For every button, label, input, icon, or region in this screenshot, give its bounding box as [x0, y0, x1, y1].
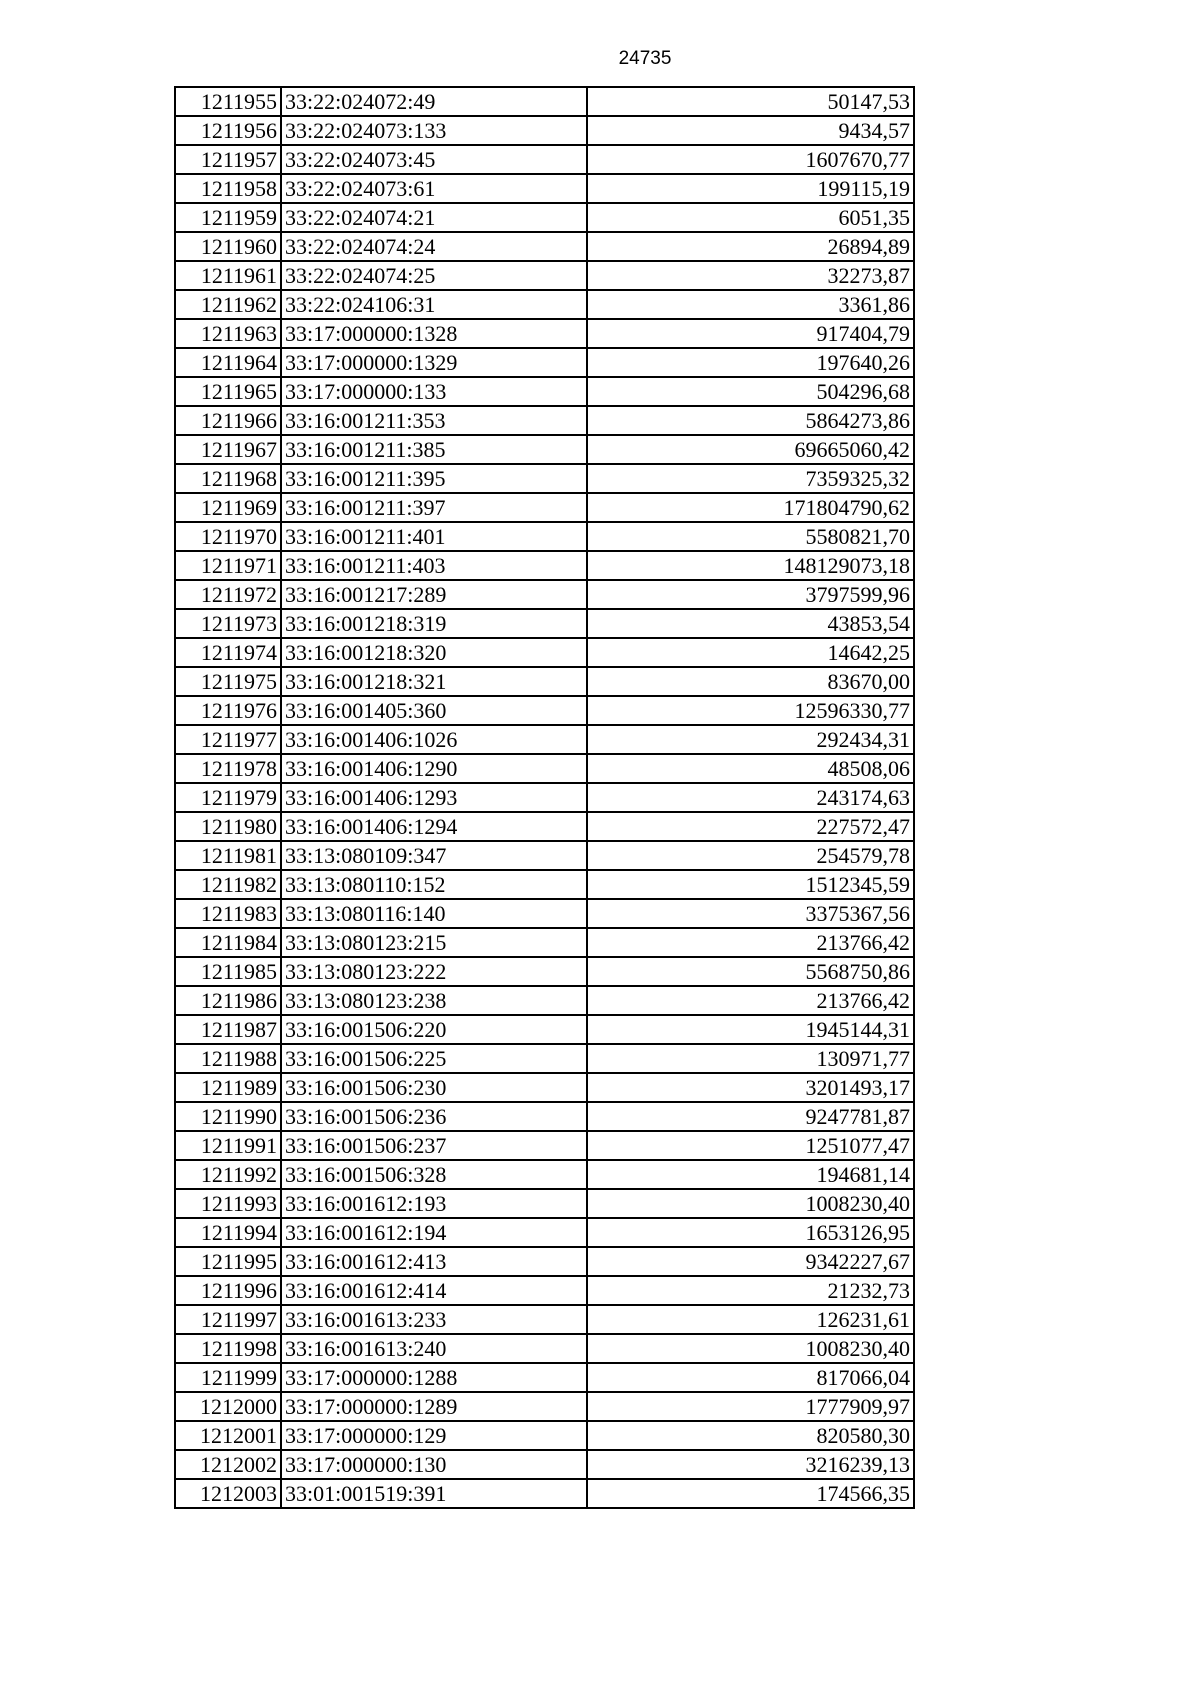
cadastral-value-cell: 26894,89: [587, 232, 914, 261]
record-number-cell: 1211983: [175, 899, 281, 928]
cadastral-value-cell: 1251077,47: [587, 1131, 914, 1160]
table-row: [175, 261, 914, 290]
record-number-cell: 1211956: [175, 116, 281, 145]
cadastral-number-cell: 33:17:000000:130: [281, 1450, 587, 1479]
record-number-cell: 1211968: [175, 464, 281, 493]
cadastral-value-cell: 130971,77: [587, 1044, 914, 1073]
cadastral-value-cell: 3216239,13: [587, 1450, 914, 1479]
cadastral-value-cell: 1607670,77: [587, 145, 914, 174]
record-number-cell: 1211978: [175, 754, 281, 783]
table-row: [175, 1218, 914, 1247]
table-row: [175, 493, 914, 522]
cadastral-number-cell: 33:16:001506:220: [281, 1015, 587, 1044]
cadastral-number-cell: 33:17:000000:1329: [281, 348, 587, 377]
cadastral-number-cell: 33:16:001211:385: [281, 435, 587, 464]
cadastral-value-cell: 292434,31: [587, 725, 914, 754]
cadastral-number-cell: 33:16:001406:1026: [281, 725, 587, 754]
cadastral-number-cell: 33:17:000000:133: [281, 377, 587, 406]
table-row: [175, 1015, 914, 1044]
record-number-cell: 1211970: [175, 522, 281, 551]
cadastral-number-cell: 33:13:080123:222: [281, 957, 587, 986]
cadastral-number-cell: 33:16:001612:413: [281, 1247, 587, 1276]
table-row: [175, 464, 914, 493]
table-row: [175, 638, 914, 667]
cadastral-value-cell: 69665060,42: [587, 435, 914, 464]
cadastral-number-cell: 33:16:001406:1293: [281, 783, 587, 812]
cadastral-value-cell: 1512345,59: [587, 870, 914, 899]
cadastral-value-cell: 3361,86: [587, 290, 914, 319]
table-row: [175, 203, 914, 232]
cadastral-value-cell: 6051,35: [587, 203, 914, 232]
cadastral-number-cell: 33:16:001405:360: [281, 696, 587, 725]
record-number-cell: 1211980: [175, 812, 281, 841]
cadastral-number-cell: 33:16:001211:401: [281, 522, 587, 551]
table-row: [175, 957, 914, 986]
cadastral-number-cell: 33:13:080116:140: [281, 899, 587, 928]
cadastral-value-cell: 3375367,56: [587, 899, 914, 928]
cadastral-value-cell: 9247781,87: [587, 1102, 914, 1131]
table-row: [175, 174, 914, 203]
cadastral-value-cell: 917404,79: [587, 319, 914, 348]
cadastral-number-cell: 33:16:001506:236: [281, 1102, 587, 1131]
table-row: [175, 1479, 914, 1508]
record-number-cell: 1211989: [175, 1073, 281, 1102]
table-row: [175, 1392, 914, 1421]
cadastral-value-cell: 213766,42: [587, 928, 914, 957]
table-body: [175, 87, 914, 1508]
table-row: [175, 87, 914, 116]
cadastral-number-cell: 33:17:000000:129: [281, 1421, 587, 1450]
cadastral-number-cell: 33:16:001506:225: [281, 1044, 587, 1073]
cadastral-number-cell: 33:16:001211:397: [281, 493, 587, 522]
table-row: [175, 290, 914, 319]
cadastral-value-cell: 32273,87: [587, 261, 914, 290]
table-row: [175, 435, 914, 464]
record-number-cell: 1211957: [175, 145, 281, 174]
record-number-cell: 1211985: [175, 957, 281, 986]
cadastral-value-cell: 194681,14: [587, 1160, 914, 1189]
record-number-cell: 1211995: [175, 1247, 281, 1276]
cadastral-number-cell: 33:13:080123:215: [281, 928, 587, 957]
record-number-cell: 1211959: [175, 203, 281, 232]
record-number-cell: 1211982: [175, 870, 281, 899]
table-row: [175, 696, 914, 725]
cadastral-number-cell: 33:22:024072:49: [281, 87, 587, 116]
cadastral-number-cell: 33:16:001218:319: [281, 609, 587, 638]
table-row: [175, 783, 914, 812]
cadastral-value-cell: 1008230,40: [587, 1189, 914, 1218]
cadastral-value-cell: 126231,61: [587, 1305, 914, 1334]
table-row: [175, 725, 914, 754]
record-number-cell: 1211961: [175, 261, 281, 290]
cadastral-number-cell: 33:16:001613:240: [281, 1334, 587, 1363]
cadastral-number-cell: 33:16:001506:328: [281, 1160, 587, 1189]
table-row: [175, 1421, 914, 1450]
table-row: [175, 551, 914, 580]
record-number-cell: 1211958: [175, 174, 281, 203]
table-row: [175, 754, 914, 783]
record-number-cell: 1211987: [175, 1015, 281, 1044]
cadastral-value-cell: 1653126,95: [587, 1218, 914, 1247]
record-number-cell: 1211988: [175, 1044, 281, 1073]
table-row: [175, 1276, 914, 1305]
page-number: 24735: [618, 48, 672, 69]
cadastral-value-cell: 9342227,67: [587, 1247, 914, 1276]
table-row: [175, 870, 914, 899]
table-row: [175, 1073, 914, 1102]
cadastral-value-cell: 171804790,62: [587, 493, 914, 522]
cadastral-value-cell: 1008230,40: [587, 1334, 914, 1363]
table-row: [175, 406, 914, 435]
table-row: [175, 812, 914, 841]
table-row: [175, 899, 914, 928]
table-row: [175, 319, 914, 348]
cadastral-value-cell: 213766,42: [587, 986, 914, 1015]
record-number-cell: 1211984: [175, 928, 281, 957]
cadastral-number-cell: 33:16:001217:289: [281, 580, 587, 609]
cadastral-value-cell: 3201493,17: [587, 1073, 914, 1102]
table-row: [175, 1102, 914, 1131]
record-number-cell: 1211975: [175, 667, 281, 696]
table-row: [175, 348, 914, 377]
record-number-cell: 1212001: [175, 1421, 281, 1450]
cadastral-value-cell: 254579,78: [587, 841, 914, 870]
cadastral-value-cell: 243174,63: [587, 783, 914, 812]
record-number-cell: 1211966: [175, 406, 281, 435]
record-number-cell: 1211999: [175, 1363, 281, 1392]
cadastral-value-cell: 21232,73: [587, 1276, 914, 1305]
cadastral-number-cell: 33:16:001506:237: [281, 1131, 587, 1160]
cadastral-value-cell: 48508,06: [587, 754, 914, 783]
cadastral-value-cell: 50147,53: [587, 87, 914, 116]
cadastral-value-cell: 227572,47: [587, 812, 914, 841]
record-number-cell: 1211986: [175, 986, 281, 1015]
record-number-cell: 1211965: [175, 377, 281, 406]
cadastral-value-table: [174, 86, 915, 1509]
cadastral-value-cell: 9434,57: [587, 116, 914, 145]
cadastral-value-cell: 7359325,32: [587, 464, 914, 493]
cadastral-value-cell: 12596330,77: [587, 696, 914, 725]
cadastral-number-cell: 33:13:080109:347: [281, 841, 587, 870]
record-number-cell: 1212000: [175, 1392, 281, 1421]
record-number-cell: 1212002: [175, 1450, 281, 1479]
table-row: [175, 377, 914, 406]
record-number-cell: 1211964: [175, 348, 281, 377]
record-number-cell: 1211969: [175, 493, 281, 522]
table-row: [175, 667, 914, 696]
table-row: [175, 1044, 914, 1073]
cadastral-number-cell: 33:13:080123:238: [281, 986, 587, 1015]
record-number-cell: 1211981: [175, 841, 281, 870]
table-row: [175, 145, 914, 174]
cadastral-number-cell: 33:22:024074:21: [281, 203, 587, 232]
cadastral-number-cell: 33:16:001406:1290: [281, 754, 587, 783]
cadastral-number-cell: 33:16:001612:194: [281, 1218, 587, 1247]
record-number-cell: 1211967: [175, 435, 281, 464]
cadastral-value-cell: 3797599,96: [587, 580, 914, 609]
cadastral-value-cell: 5568750,86: [587, 957, 914, 986]
cadastral-number-cell: 33:17:000000:1289: [281, 1392, 587, 1421]
record-number-cell: 1211955: [175, 87, 281, 116]
cadastral-value-cell: 83670,00: [587, 667, 914, 696]
table-row: [175, 522, 914, 551]
record-number-cell: 1211963: [175, 319, 281, 348]
record-number-cell: 1211993: [175, 1189, 281, 1218]
cadastral-number-cell: 33:13:080110:152: [281, 870, 587, 899]
record-number-cell: 1211990: [175, 1102, 281, 1131]
cadastral-number-cell: 33:22:024074:24: [281, 232, 587, 261]
record-number-cell: 1211977: [175, 725, 281, 754]
cadastral-value-cell: 197640,26: [587, 348, 914, 377]
cadastral-value-cell: 820580,30: [587, 1421, 914, 1450]
cadastral-value-cell: 504296,68: [587, 377, 914, 406]
table-row: [175, 232, 914, 261]
cadastral-number-cell: 33:01:001519:391: [281, 1479, 587, 1508]
cadastral-number-cell: 33:16:001211:403: [281, 551, 587, 580]
record-number-cell: 1211971: [175, 551, 281, 580]
record-number-cell: 1211992: [175, 1160, 281, 1189]
cadastral-number-cell: 33:16:001406:1294: [281, 812, 587, 841]
table-row: [175, 1363, 914, 1392]
cadastral-number-cell: 33:22:024073:45: [281, 145, 587, 174]
record-number-cell: 1211973: [175, 609, 281, 638]
table-row: [175, 116, 914, 145]
cadastral-number-cell: 33:16:001218:320: [281, 638, 587, 667]
table-row: [175, 1160, 914, 1189]
table-row: [175, 580, 914, 609]
record-number-cell: 1211962: [175, 290, 281, 319]
cadastral-value-cell: 174566,35: [587, 1479, 914, 1508]
record-number-cell: 1211976: [175, 696, 281, 725]
cadastral-value-cell: 199115,19: [587, 174, 914, 203]
record-number-cell: 1211994: [175, 1218, 281, 1247]
table-row: [175, 1131, 914, 1160]
table-row: [175, 1189, 914, 1218]
cadastral-value-cell: 5580821,70: [587, 522, 914, 551]
cadastral-value-cell: 1945144,31: [587, 1015, 914, 1044]
cadastral-number-cell: 33:22:024074:25: [281, 261, 587, 290]
record-number-cell: 1211997: [175, 1305, 281, 1334]
table-row: [175, 841, 914, 870]
table-row: [175, 928, 914, 957]
record-number-cell: 1211998: [175, 1334, 281, 1363]
table-row: [175, 609, 914, 638]
cadastral-number-cell: 33:16:001612:193: [281, 1189, 587, 1218]
cadastral-number-cell: 33:17:000000:1328: [281, 319, 587, 348]
record-number-cell: 1211974: [175, 638, 281, 667]
table-row: [175, 1334, 914, 1363]
cadastral-number-cell: 33:22:024106:31: [281, 290, 587, 319]
cadastral-value-cell: 148129073,18: [587, 551, 914, 580]
cadastral-number-cell: 33:16:001211:395: [281, 464, 587, 493]
record-number-cell: 1211979: [175, 783, 281, 812]
cadastral-value-cell: 14642,25: [587, 638, 914, 667]
table-row: [175, 986, 914, 1015]
record-number-cell: 1211972: [175, 580, 281, 609]
cadastral-number-cell: 33:16:001506:230: [281, 1073, 587, 1102]
record-number-cell: 1212003: [175, 1479, 281, 1508]
record-number-cell: 1211996: [175, 1276, 281, 1305]
cadastral-number-cell: 33:16:001613:233: [281, 1305, 587, 1334]
cadastral-number-cell: 33:22:024073:133: [281, 116, 587, 145]
table-row: [175, 1247, 914, 1276]
record-number-cell: 1211991: [175, 1131, 281, 1160]
cadastral-value-cell: 43853,54: [587, 609, 914, 638]
cadastral-number-cell: 33:22:024073:61: [281, 174, 587, 203]
cadastral-number-cell: 33:16:001612:414: [281, 1276, 587, 1305]
table-row: [175, 1305, 914, 1334]
cadastral-number-cell: 33:16:001218:321: [281, 667, 587, 696]
table-row: [175, 1450, 914, 1479]
cadastral-value-cell: 1777909,97: [587, 1392, 914, 1421]
cadastral-number-cell: 33:16:001211:353: [281, 406, 587, 435]
cadastral-value-cell: 817066,04: [587, 1363, 914, 1392]
record-number-cell: 1211960: [175, 232, 281, 261]
cadastral-value-cell: 5864273,86: [587, 406, 914, 435]
cadastral-number-cell: 33:17:000000:1288: [281, 1363, 587, 1392]
